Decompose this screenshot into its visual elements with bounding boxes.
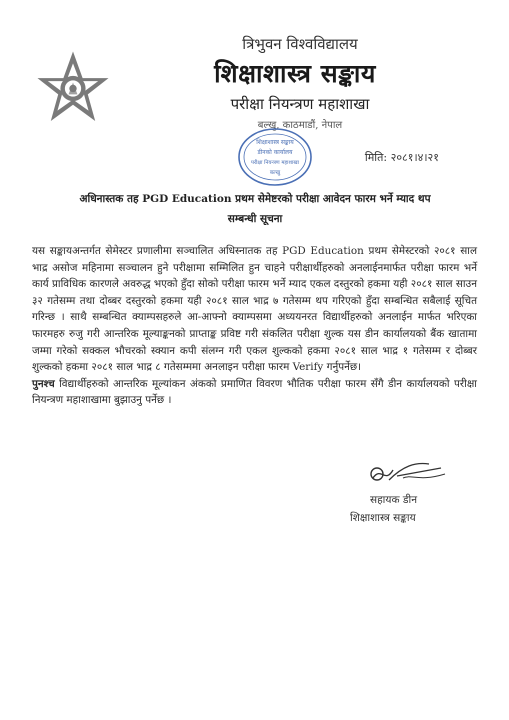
office-address: बल्खु, काठमाडौं, नेपाल bbox=[257, 120, 343, 131]
postscript-label: पुनश्च bbox=[32, 377, 55, 390]
university-name: त्रिभुवन विश्वविद्यालय bbox=[242, 35, 358, 53]
notice-body bbox=[32, 243, 477, 409]
subject-line-1: अधिनास्तक तह PGD Education प्रथम सेमेष्टरको परीक्षा आवेदन फारम भर्ने म्याद थप bbox=[79, 193, 431, 205]
body-paragraph: यस सङ्कायअन्तर्गत सेमेस्टर प्रणालीमा सञ्चालित अधिस्नातक तह PGD Education प्रथम सेमेस्टरको २०८१ साल भाद्र असोज महिनामा सञ्चालन हुने परीक्षामा सम्मिलित हुन चाहने परीक्षार्थीहरुको अनलाईनमार्फत परीक्षा फारम भर्ने कार्य प्राविधिक कारणले अवरुद्ध भएको हुँदा सोको परीक्षा फारम भर्ने म्याद एकल दस्तुरको हकमा यही २०८१ साल साउन ३२ गतेसम्म तथा दोब्बर दस्तुरको हकमा यही २०८१ साल भाद्र ७ गतेसम्म थप गरिएको हुँदा सम्बन्धित सबैलाई सूचित गरिन्छ । साथै सम्बन्धित क्याम्पसहरुले आ-आफ्नो क्याम्पसमा अध्ययनरत विद्यार्थीहरुको अनलाईन मार्फत भरिएका फारमहरु रुजु गरी आन्तरिक मूल्याङ्कनको प्राप्ताङ्क प्रविष्ट गरी संकलित परीक्षा शुल्क यस डीन कार्यालयको बैंक खातामा जम्मा गरेको सक्कल भौचरको स्क्यान कपी संलग्न गरी एकल शुल्कको हकमा २०८१ साल भाद्र १ गतेसम्म र दोब्बर शुल्कको हकमा २०८१ साल भाद्र ८ गतेसम्ममा अनलाइन परीक्षा फारम Verify गर्नुपर्नेछ। bbox=[32, 245, 477, 374]
department-name: परीक्षा नियन्त्रण महाशाखा bbox=[230, 95, 370, 113]
postscript-text: विद्यार्थीहरुको आन्तरिक मूल्यांकन अंकको प्रमाणित विवरण भौतिक परीक्षा फारम सँगै डीन कार्यालयको परीक्षा नियन्त्रण महाशाखामा बुझाउनु पर्नेछ । bbox=[32, 377, 477, 407]
office-stamp bbox=[220, 124, 330, 190]
subject-line-2: सम्बन्धी सूचना bbox=[227, 213, 283, 225]
notice-date: मिति: २०८१।४।२१ bbox=[364, 151, 439, 164]
stamp-line-4: बल्खु bbox=[269, 170, 281, 176]
university-emblem-icon bbox=[36, 50, 110, 124]
signatory-title: सहायक डीन bbox=[370, 494, 418, 506]
stamp-line-3: परीक्षा नियन्त्रण महाशाखा bbox=[251, 160, 299, 166]
stamp-line-2: डीनको कार्यालय bbox=[257, 149, 293, 156]
postscript bbox=[32, 376, 477, 409]
signature bbox=[363, 456, 453, 492]
signatory-office: शिक्षाशास्त्र सङ्काय bbox=[350, 512, 416, 524]
notice-subject bbox=[30, 189, 480, 229]
faculty-name: शिक्षाशास्त्र सङ्काय bbox=[214, 59, 376, 88]
stamp-line-1: शिक्षाशास्त्र सङ्काय bbox=[256, 139, 294, 146]
